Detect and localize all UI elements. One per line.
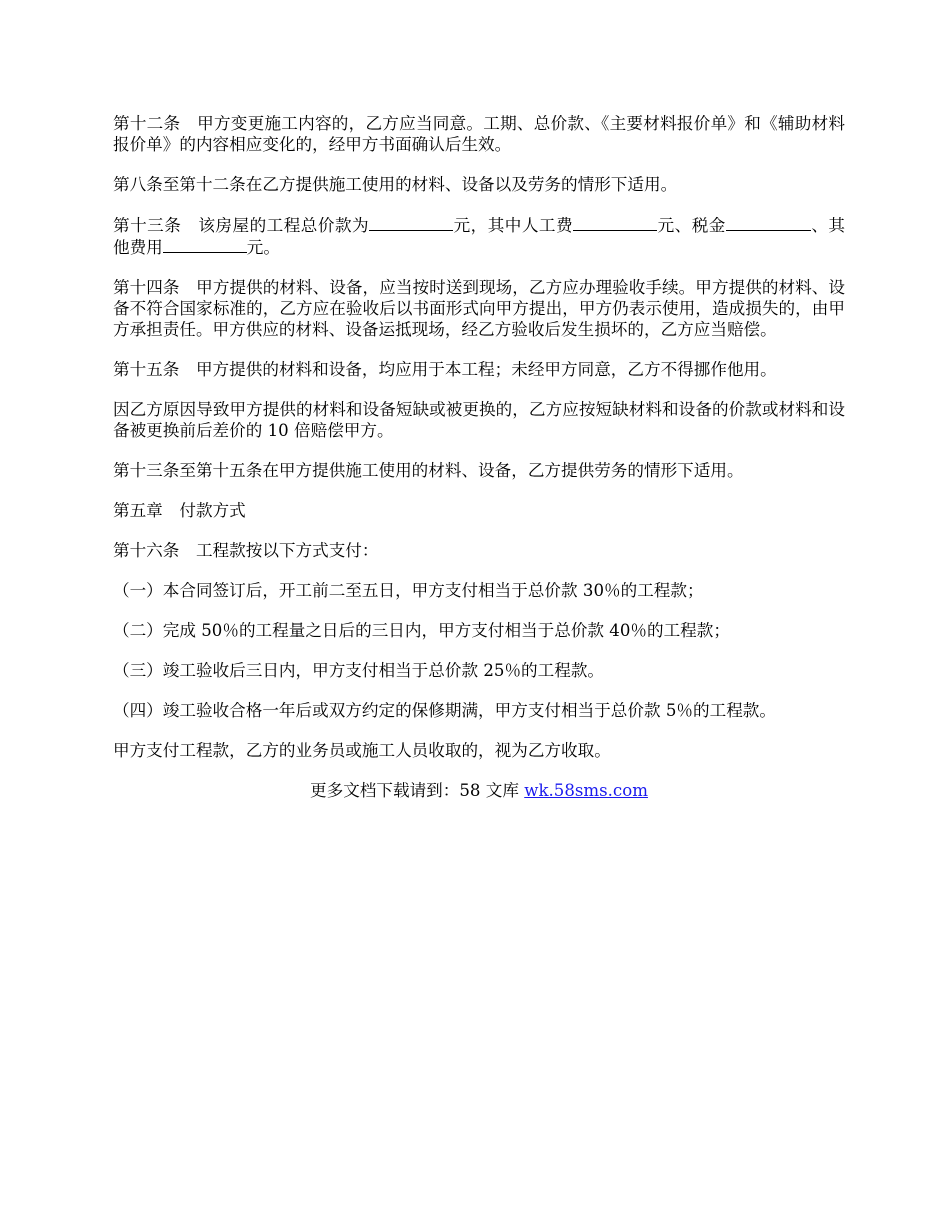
article-14-paragraph: 第十四条 甲方提供的材料、设备，应当按时送到现场，乙方应办理验收手续。甲方提供的材料、设备不符合国家标准的，乙方应在验收后以书面形式向甲方提出，甲方仍表示使用，造成损失的，由甲方承担责任。甲方供应的材料、设备运抵现场，经乙方验收后发生损坏的，乙方应当赔偿。 xyxy=(113,278,845,339)
scope-note-paragraph: 第八条至第十二条在乙方提供施工使用的材料、设备以及劳务的情形下适用。 xyxy=(113,175,678,194)
article-15-paragraph: 第十五条 甲方提供的材料和设备，均应用于本工程；未经甲方同意，乙方不得挪作他用。 xyxy=(113,360,777,379)
total-price-blank[interactable] xyxy=(369,214,453,231)
compensation-paragraph: 因乙方原因导致甲方提供的材料和设备短缺或被更换的，乙方应按短缺材料和设备的价款或材料和设备被更换前后差价的 10 倍赔偿甲方。 xyxy=(113,400,845,440)
article-13-text-5: 元。 xyxy=(246,238,280,257)
payment-item-3: （三）竣工验收后三日内，甲方支付相当于总价款 25％的工程款。 xyxy=(113,661,605,680)
footer-text: 更多文档下载请到：58 文库 xyxy=(310,781,525,800)
payment-item-4: （四）竣工验收合格一年后或双方约定的保修期满，甲方支付相当于总价款 5％的工程款。 xyxy=(113,701,776,720)
labor-cost-blank[interactable] xyxy=(573,214,657,231)
article-13-text-4: 、其他费用 xyxy=(113,216,846,257)
payment-receipt-paragraph: 甲方支付工程款，乙方的业务员或施工人员收取的，视为乙方收取。 xyxy=(113,741,611,760)
download-footer xyxy=(113,780,845,801)
article-13-paragraph xyxy=(113,214,845,258)
document-page xyxy=(113,113,845,801)
article-13-text-1: 第十三条 该房屋的工程总价款为 xyxy=(113,216,370,235)
tax-blank-continued[interactable] xyxy=(803,214,811,231)
payment-item-2: （二）完成 50％的工程量之日后的三日内，甲方支付相当于总价款 40％的工程款； xyxy=(113,621,730,640)
other-fees-blank[interactable] xyxy=(163,236,247,253)
payment-item-1: （一）本合同签订后，开工前二至五日，甲方支付相当于总价款 30％的工程款； xyxy=(113,581,704,600)
chapter-5-heading: 第五章 付款方式 xyxy=(113,501,246,520)
article-16-paragraph: 第十六条 工程款按以下方式支付： xyxy=(113,541,379,560)
article-13-text-2: 元，其中人工费 xyxy=(453,216,574,235)
article-12-paragraph: 第十二条 甲方变更施工内容的，乙方应当同意。工期、总价款、《主要材料报价单》和《辅助材料报价单》的内容相应变化的，经甲方书面确认后生效。 xyxy=(113,114,845,154)
scope-note-2-paragraph: 第十三条至第十五条在甲方提供施工使用的材料、设备，乙方提供劳务的情形下适用。 xyxy=(113,461,744,480)
tax-blank[interactable] xyxy=(726,214,803,231)
footer-link[interactable]: wk.58sms.com xyxy=(524,781,648,800)
article-13-text-3: 元、税金 xyxy=(657,216,726,235)
